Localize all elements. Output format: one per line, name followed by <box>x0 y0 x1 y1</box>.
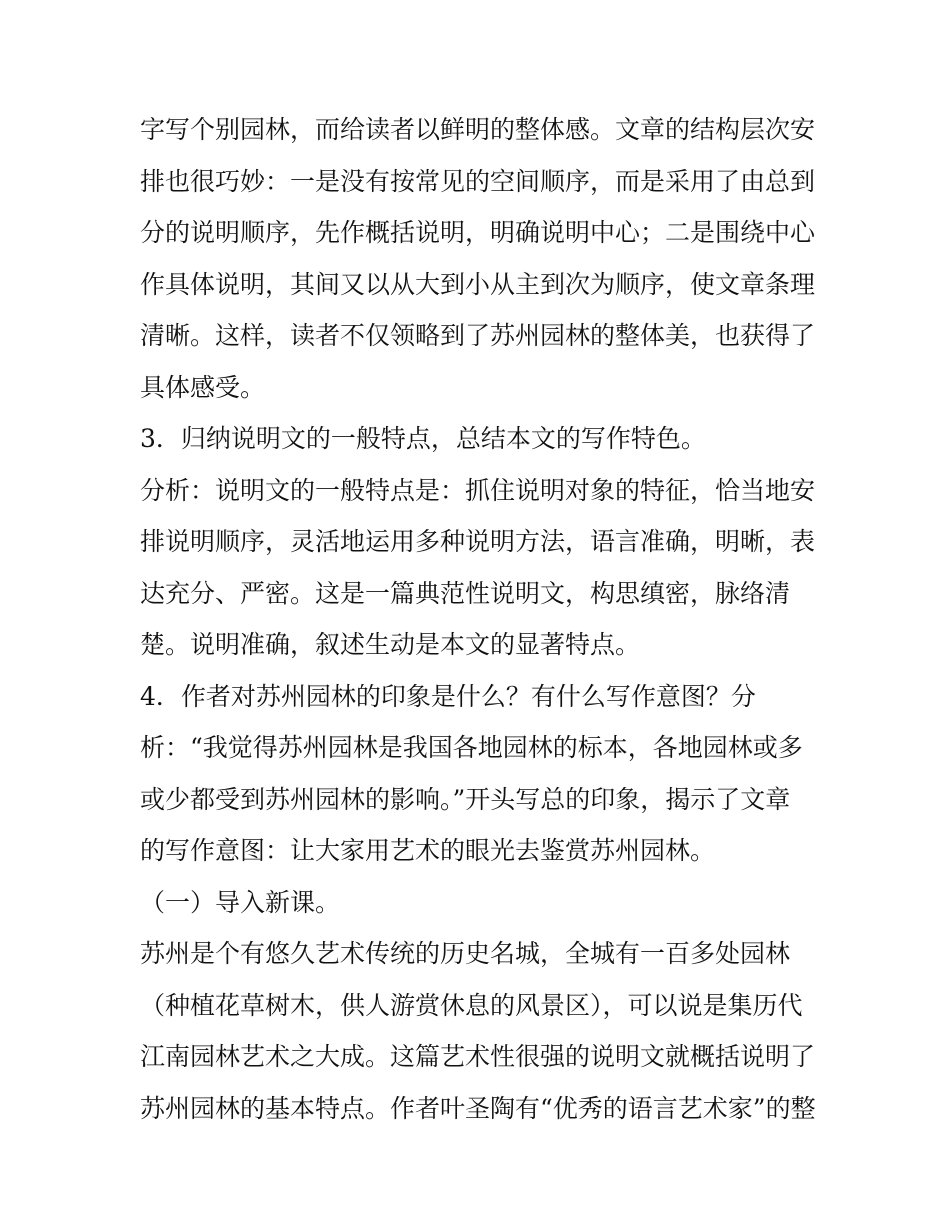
text-line: 苏州园林的基本特点。作者叶圣陶有“优秀的语言艺术家”的整 <box>140 1093 816 1123</box>
text-line: （种植花草树木，供人游赏休息的风景区），可以说是集历代 <box>140 990 803 1020</box>
text-line: 分的说明顺序，先作概括说明，明确说明中心；二是围绕中心 <box>140 218 816 247</box>
text-line: 排也很巧妙：一是没有按常见的空间顺序，而是采用了由总到 <box>140 166 816 196</box>
text-line: 具体感受。 <box>140 372 266 402</box>
text-line: 达充分、严密。这是一篇典范性说明文，构思缜密，脉络清 <box>140 578 791 608</box>
question-heading: 4．作者对苏州园林的印象是什么？有什么写作意图？分 <box>140 681 756 711</box>
text-line: 字写个别园林，而给读者以鲜明的整体感。文章的结构层次安 <box>140 115 816 144</box>
text-line: 江南园林艺术之大成。这篇艺术性很强的说明文就概括说明了 <box>140 1042 816 1071</box>
text-line: 析：“我觉得苏州园林是我国各地园林的标本，各地园林或多 <box>140 733 803 762</box>
text-line: 作具体说明，其间又以从大到小从主到次为顺序，使文章条理 <box>140 269 816 299</box>
text-line: 排说明顺序，灵活地运用多种说明方法，语言准确，明晰，表 <box>140 527 816 556</box>
text-line: 的写作意图：让大家用艺术的眼光去鉴赏苏州园林。 <box>140 836 716 865</box>
document-body <box>140 104 820 1134</box>
text-line: 清晰。这样，读者不仅领略到了苏州园林的整体美，也获得了 <box>140 321 816 350</box>
text-line: 楚。说明准确，叙述生动是本文的显著特点。 <box>140 630 641 659</box>
text-line: 或少都受到苏州园林的影响。”开头写总的印象，揭示了文章 <box>140 784 791 814</box>
text-line: 苏州是个有悠久艺术传统的历史名城，全城有一百多处园林 <box>140 939 791 968</box>
section-heading: （一）导入新课。 <box>140 887 341 917</box>
text-line: 分析：说明文的一般特点是：抓住说明对象的特征，恰当地安 <box>140 475 816 505</box>
question-heading: 3．归纳说明文的一般特点，总结本文的写作特色。 <box>140 424 706 453</box>
